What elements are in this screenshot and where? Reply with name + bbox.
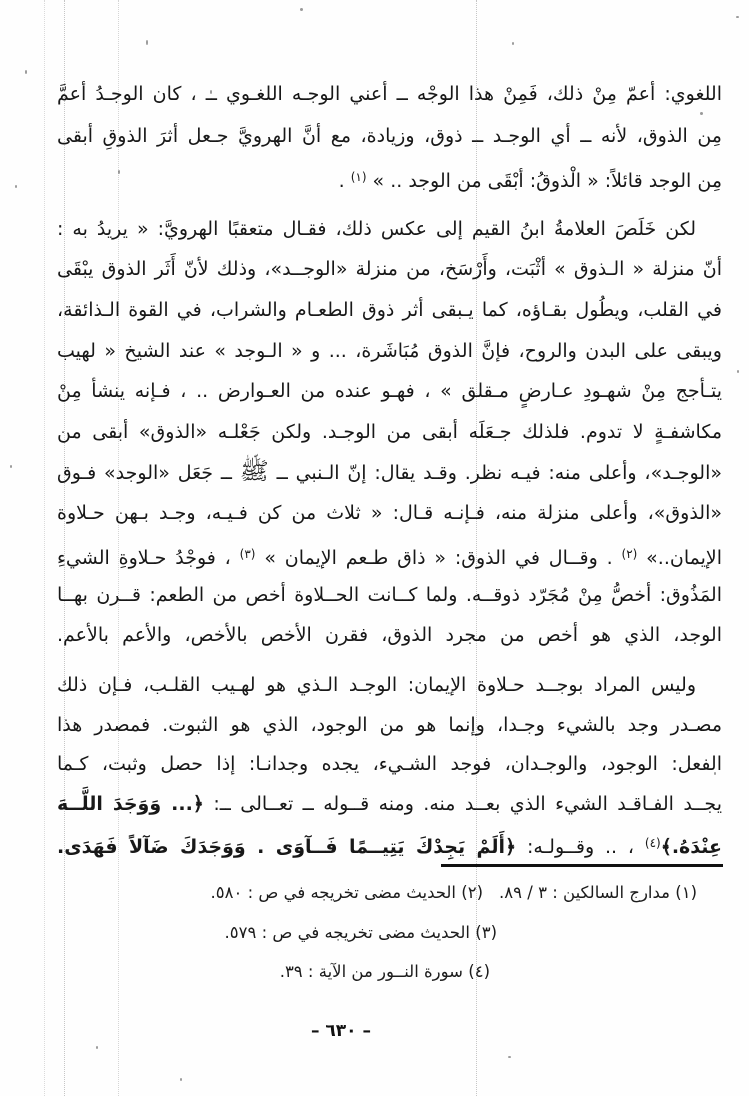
text-line: عِنْدَهُ.﴾$^{(٤)}$ ، .. وقــولـه: ﴿أَلَمْ يَجِدْكَ يَتِيــمًا فَــآوَى . وَوَجَدَكَ ضَآلاً فَهَدَى. xyxy=(57,836,722,859)
text-line: ويبقى على البدن والروح، فإنَّ الذوق مُبَاشَرة، ... و « الـوجد » عند الشيخ « لهيب xyxy=(57,339,722,362)
paragraph-3 xyxy=(57,666,722,864)
footnote-marker: (١) xyxy=(350,170,367,184)
scan-speck xyxy=(180,1078,182,1081)
page-number: – ٦٣٠ – xyxy=(311,1021,371,1041)
text-line: يتـأجج مِنْ شهـودِ عـارضٍ مـقلق » ، فهـو عنده من العـوارض .. ، فـإنه ينشأ مِنْ xyxy=(57,380,722,403)
scan-speck xyxy=(15,185,17,188)
text-line: أنّ منزلة « الـذوق » أثْبَت، وأَرْسَخ، من منزلة «الوجــد»، وذلك لأنّ أَثَر الذوق يبْقَى xyxy=(57,258,722,281)
text-line: مِن الوجد قائلاً: « الْذوقُ: أبْقَى من الوجد .. » $^{(١)}$ . xyxy=(338,170,722,192)
scan-speck xyxy=(25,70,27,74)
footnote-marker: (٤) xyxy=(644,836,661,851)
text-line: مِن الذوق، لأنه ــ أي الوجـد ــ ذوق، وزيادة، مع أنَّ الهرويَّ جـعل أثرَ الذوقِ أبقى xyxy=(57,124,722,147)
scan-speck xyxy=(10,465,12,468)
text-line: الإيمان..» $^{(٢)}$ . وقــال في الذوق: « ذاق طـعم الإيمان » $^{(٣)}$ ، فوجْدُ حـلاوةِ الشيءِ xyxy=(57,547,722,569)
text-line: «الذوق»، وأعلى منزلة منه، فـإنـه قـال: « ثلاث من كن فـيـه، وجـد بـهن حـلاوة xyxy=(57,502,722,525)
scan-speck xyxy=(508,1056,511,1058)
scan-speck xyxy=(96,1046,98,1049)
text-line: لكن خَلَصَ العلامةُ ابنُ القيم إلى عكس ذلك، فقـال متعقبًا الهرويَّ: « يريدُ به : xyxy=(57,217,696,240)
paragraph-1 xyxy=(57,74,722,199)
text-line: مكاشفـةٍ لا تدوم. فلذلك جـعَلَه أبقى من الوجـد. ولكن جَعْلـه «الذوق» أبقى من xyxy=(57,420,722,443)
body-text xyxy=(57,74,722,864)
text-line: اللغوي: أعمّ مِنْ ذلك، فَمِنْ هذا الوجْه ــ أعني الوجـه اللغـوي ــ ، كان الوجـدُ أعمَّ xyxy=(57,83,722,105)
scan-speck xyxy=(300,8,303,11)
scan-speck xyxy=(512,42,514,45)
scan-line xyxy=(44,0,45,1096)
scan-speck xyxy=(737,370,739,373)
text-line: المَذُوق: أخصُّ مِنْ مُجَرّد ذوقــه. ولما كــانت الحــلاوة أخص من الطعم: قــرن بهــا xyxy=(57,583,722,606)
scan-speck xyxy=(146,40,148,45)
paragraph-2 xyxy=(57,209,722,657)
footnote-2: (٢) الحديث مضى تخريجه في ص : ٥٨٠. xyxy=(210,883,483,902)
text-line: «الوجـد»، وأعلى منه: فيـه نظر. وقـد يقال: إنّ الـنبي ــ ﷺ ــ جَعَل «الوجد» فـوق xyxy=(57,456,722,485)
footnote-marker: (٢) xyxy=(621,547,638,561)
text-line: وليس المراد بوجــد حـلاوة الإيمان: الوجـد الـذي هو لهـيب القلـب، فـإن ذلك xyxy=(57,674,696,697)
footnote-separator xyxy=(441,864,723,867)
text-line: مصـدر وجد بالشيء وجـدا، وإنما هو من الوجود، الذي هو الثبوت. فمصدر هذا xyxy=(57,713,722,736)
salawat-ligature: ﷺ xyxy=(239,456,269,485)
footnote-marker: (٣) xyxy=(239,547,256,561)
text-line: يجــد الفـاقـد الشيء الذي بعــد منه. ومنه قــوله ــ تعــالى ــ: ﴿... وَوَجَدَ اللَّــهَ xyxy=(57,792,722,815)
text-line: الوجد، الذي هو أخص من مجرد الذوق، فقرن الأخص بالأخص، والأعم بالأعم. xyxy=(57,624,722,647)
text-line: في القلب، ويطُول بقـاؤه، كما يـبقى أثر ذوق الطعـام والشراب، في القوة الـذائقة، xyxy=(57,298,722,321)
text-line: الفعل: الوجود، والوجـدان، فوجد الشـيء، يجده وجدانـا: إذا حصل وثبت، كـما xyxy=(57,753,722,776)
footnote-3: (٣) الحديث مضى تخريجه في ص : ٥٧٩. xyxy=(224,923,497,942)
scan-speck xyxy=(736,16,739,18)
footnote-1: (١) مدارج السالكين : ٣ / ٨٩. xyxy=(499,883,697,902)
footnote-4: (٤) سورة النــور من الآية : ٣٩. xyxy=(279,962,490,981)
